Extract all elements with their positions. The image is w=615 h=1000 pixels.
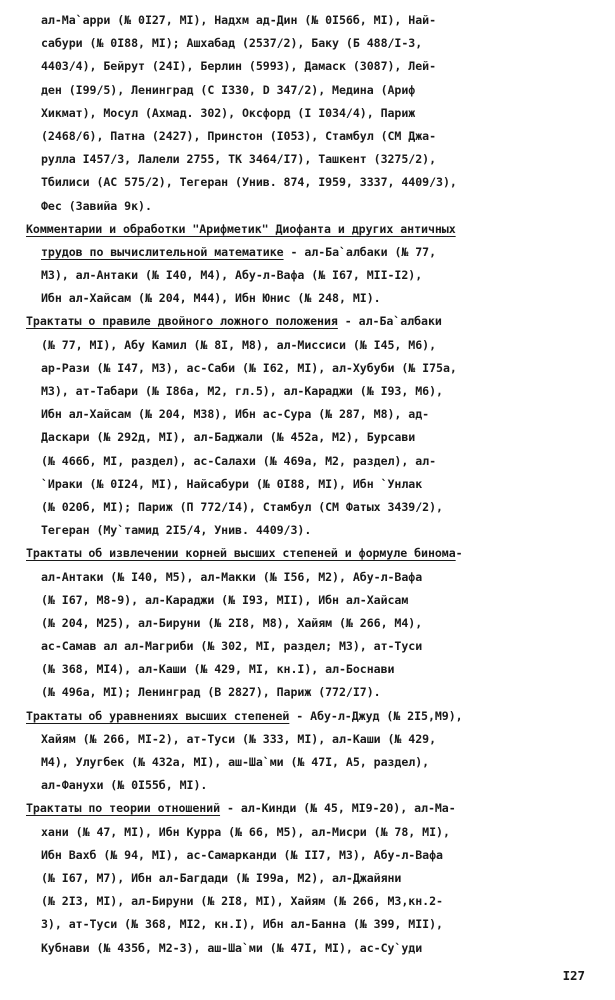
section-heading-line bbox=[26, 705, 607, 728]
section-heading-line bbox=[26, 218, 607, 241]
line-text: - bbox=[455, 546, 463, 561]
text-line bbox=[26, 751, 607, 774]
text-line bbox=[26, 519, 607, 542]
line-text: (№ 368, МI4), ал-Каши (№ 429, МI, кн.I), ал-Боснави bbox=[41, 662, 395, 677]
text-line bbox=[26, 658, 607, 681]
text-line bbox=[26, 774, 607, 797]
text-line bbox=[26, 473, 607, 496]
text-line bbox=[26, 380, 607, 403]
text-line bbox=[26, 55, 607, 78]
line-text: Тегеран (Му`тамид 2I5/4, Унив. 4409/3). bbox=[41, 523, 312, 538]
text-line bbox=[26, 821, 607, 844]
line-text: Фес (Завийа 9к). bbox=[41, 198, 152, 213]
text-line bbox=[26, 589, 607, 612]
text-line bbox=[26, 681, 607, 704]
text-line bbox=[26, 728, 607, 751]
line-text: Кубнави (№ 435б, М2-3), аш-Ша`ми (№ 47I, МI), ас-Су`уди bbox=[41, 940, 423, 955]
text-line bbox=[26, 357, 607, 380]
line-text: - ал-Кинди (№ 45, МI9-20), ал-Ма- bbox=[220, 801, 456, 816]
text-line bbox=[26, 913, 607, 936]
line-text: (№ I67, М8-9), ал-Караджи (№ I93, МII), Ибн ал-Хайсам bbox=[41, 592, 409, 607]
text-line bbox=[26, 9, 607, 32]
line-text: 4403/4), Бейрут (24I), Берлин (5993), Дамаск (3087), Лей- bbox=[41, 59, 437, 74]
line-text: Хикмат), Мосул (Ахмад. 302), Оксфорд (I I034/4), Париж bbox=[41, 105, 416, 120]
line-text: ар-Рази (№ I47, М3), ас-Саби (№ I62, МI), ал-Хубуби (№ I75а, bbox=[41, 360, 457, 375]
line-text: ден (I99/5), Ленинград (С I330, D 347/2), Медина (Ариф bbox=[41, 82, 416, 97]
section-heading: трудов по вычислительной математике bbox=[41, 244, 284, 259]
text-line bbox=[26, 32, 607, 55]
text-line bbox=[26, 195, 607, 218]
text-line bbox=[26, 844, 607, 867]
text-line bbox=[26, 125, 607, 148]
line-text: хани (№ 47, МI), Ибн Курра (№ 66, М5), ал-Мисри (№ 78, МI), bbox=[41, 824, 450, 839]
section-heading: Трактаты об извлечении корней высших степеней и формуле бинома bbox=[26, 546, 456, 561]
text-line bbox=[26, 287, 607, 310]
line-text: Хайям (№ 266, МI-2), ат-Туси (№ 333, МI), ал-Каши (№ 429, bbox=[41, 731, 437, 746]
line-text: - Абу-л-Джуд (№ 2I5,М9), bbox=[289, 708, 463, 723]
line-text: ал-Антаки (№ I40, М5), ал-Макки (№ I56, М2), Абу-л-Вафа bbox=[41, 569, 423, 584]
text-line bbox=[26, 171, 607, 194]
section-heading: Комментарии и обработки "Арифметик" Диофанта и других античных bbox=[26, 221, 456, 236]
line-text: ал-Фанухи (№ 0I55б, МI). bbox=[41, 778, 208, 793]
text-line bbox=[26, 403, 607, 426]
line-text: сабури (№ 0I88, МI); Ашхабад (2537/2), Баку (Б 488/I-3, bbox=[41, 36, 423, 51]
line-text: рулла I457/3, Лалели 2755, ТК 3464/I7), Ташкент (3275/2), bbox=[41, 152, 437, 167]
text-line bbox=[26, 79, 607, 102]
line-text: (№ 020б, МI); Париж (П 772/I4), Стамбул (СМ Фатых 3439/2), bbox=[41, 499, 443, 514]
line-text: (№ 496а, МI); Ленинград (В 2827), Париж (772/I7). bbox=[41, 685, 381, 700]
line-text: (2468/6), Патна (2427), Принстон (I053), Стамбул (СМ Джа- bbox=[41, 128, 437, 143]
line-text: - ал-Ба`албаки (№ 77, bbox=[283, 244, 437, 259]
section-heading-line bbox=[26, 241, 607, 264]
line-text: (№ I67, М7), Ибн ал-Багдади (№ I99а, М2), ал-Джайяни bbox=[41, 870, 402, 885]
text-line bbox=[26, 264, 607, 287]
line-text: ас-Самав ал ал-Магриби (№ 302, МI, раздел; М3), ат-Туси bbox=[41, 639, 423, 654]
line-text: (№ 466б, МI, раздел), ас-Салахи (№ 469а, М2, раздел), ал- bbox=[41, 453, 437, 468]
line-text: `Ираки (№ 0I24, МI), Найсабури (№ 0I88, МI), Ибн `Унлак bbox=[41, 476, 423, 491]
text-line bbox=[26, 102, 607, 125]
line-text: (№ 77, МI), Абу Камил (№ 8I, М8), ал-Миссиси (№ I45, М6), bbox=[41, 337, 437, 352]
text-line bbox=[26, 334, 607, 357]
section-heading: Трактаты о правиле двойного ложного положения bbox=[26, 314, 338, 329]
line-text: М3), ат-Табари (№ I86а, М2, гл.5), ал-Караджи (№ I93, М6), bbox=[41, 384, 443, 398]
section-heading: Трактаты об уравнениях высших степеней bbox=[26, 708, 290, 723]
text-line bbox=[26, 496, 607, 519]
line-text: М3), ал-Антаки (№ I40, М4), Абу-л-Вафа (№ I67, МII-I2), bbox=[41, 268, 423, 283]
text-line bbox=[26, 450, 607, 473]
line-text: (№ 204, М25), ал-Бируни (№ 2I8, М8), Хайям (№ 266, М4), bbox=[41, 615, 423, 630]
line-text: (№ 2I3, МI), ал-Бируни (№ 2I8, МI), Хайям (№ 266, М3,кн.2- bbox=[41, 894, 443, 909]
page-number: I27 bbox=[562, 968, 585, 983]
text-line bbox=[26, 426, 607, 449]
line-text: - ал-Ба`албаки bbox=[337, 314, 442, 329]
section-heading-line bbox=[26, 542, 607, 565]
text-body bbox=[26, 9, 607, 960]
text-line bbox=[26, 635, 607, 658]
line-text: Ибн ал-Хайсам (№ 204, М38), Ибн ас-Сура (№ 287, М8), ад- bbox=[41, 407, 430, 422]
line-text: Ибн ал-Хайсам (№ 204, М44), Ибн Юнис (№ 248, МI). bbox=[41, 291, 381, 306]
section-heading-line bbox=[26, 797, 607, 820]
section-heading: Трактаты по теории отношений bbox=[26, 801, 221, 816]
text-line bbox=[26, 937, 607, 960]
text-line bbox=[26, 148, 607, 171]
line-text: ал-Ма`арри (№ 0I27, МI), Надхм ад-Дин (№ 0I56б, МI), Най- bbox=[41, 13, 437, 27]
text-line bbox=[26, 612, 607, 635]
line-text: Тбилиси (АС 575/2), Тегеран (Унив. 874, I959, 3337, 4409/3), bbox=[41, 175, 457, 190]
line-text: 3), ат-Туси (№ 368, МI2, кн.I), Ибн ал-Банна (№ 399, МII), bbox=[41, 917, 443, 932]
text-line bbox=[26, 566, 607, 589]
text-line bbox=[26, 890, 607, 913]
line-text: М4), Улугбек (№ 432а, МI), аш-Ша`ми (№ 47I, А5, раздел), bbox=[41, 755, 430, 769]
text-line bbox=[26, 867, 607, 890]
section-heading-line bbox=[26, 310, 607, 333]
line-text: Ибн Вахб (№ 94, МI), ас-Самарканди (№ II7, М3), Абу-л-Вафа bbox=[41, 847, 443, 862]
line-text: Даскари (№ 292д, МI), ал-Баджали (№ 452а, М2), Бурсави bbox=[41, 430, 416, 445]
